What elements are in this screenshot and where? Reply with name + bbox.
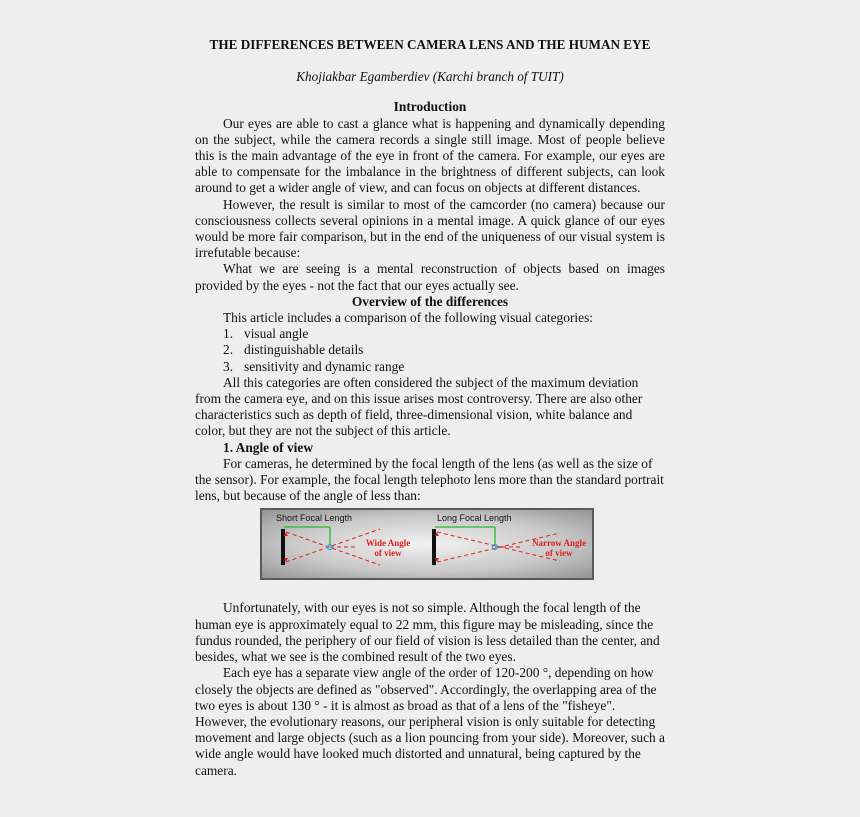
section-heading-overview: Overview of the differences — [351, 293, 509, 309]
angle-paragraph-3: Each eye has a separate view angle of the order of 120-200 °, depending on how closely the objects are defined as "observed". Accordingly, the overlapping area of the two eyes is about 130 ° - it is almost as broad as that of a lens of the "fisheye". However, the evolutionary reasons, our peripheral vision is only suitable for detecting movement and large objects (such as a lion pouncing from your side). Moreover, such a wide angle would have looked much distorted and unnatural, being captured by the camera. — [195, 665, 665, 778]
document-title: THE DIFFERENCES BETWEEN CAMERA LENS AND THE HUMAN EYE — [209, 37, 651, 52]
list-item-text: visual angle — [244, 326, 309, 342]
focal-length-diagram — [260, 508, 594, 580]
section-heading-introduction: Introduction — [393, 99, 467, 115]
document-author: Khojiakbar Egamberdiev (Karchi branch of TUIT) — [296, 69, 564, 85]
intro-paragraph-3: What we are seeing is a mental reconstruction of objects based on images provided by the eyes - not the fact that our eyes actually see. — [195, 261, 665, 293]
list-item-number: 2. — [223, 342, 234, 358]
list-item — [195, 342, 665, 358]
document-body — [195, 37, 665, 779]
list-item-text: sensitivity and dynamic range — [244, 358, 405, 374]
angle-paragraph-1: For cameras, he determined by the focal length of the lens (as well as the size of the sensor). For example, the focal length telephoto lens more than the standard portrait lens, but because of the angle of less than: — [195, 455, 664, 504]
left-sensor — [281, 529, 285, 565]
intro-paragraph-1: Our eyes are able to cast a glance what is happening and dynamically depending on the subject, while the camera records a single still image. Most of people believe this is the main advantage of the eye in front of the camera. For example, our eyes are able to compensate for the imbalance in the brightness of different subjects, can look around to get a wider angle of view, and can focus on objects at different distances. — [195, 115, 665, 196]
category-list — [195, 326, 665, 375]
focal-length-figure — [260, 508, 594, 580]
list-item-text: distinguishable details — [244, 342, 364, 358]
right-panel-label: Long Focal Length — [437, 513, 512, 524]
subsection-heading-angle-of-view: 1. Angle of view — [223, 439, 314, 455]
overview-intro: This article includes a comparison of the following visual categories: — [223, 310, 593, 326]
left-angle-label-line1: Wide Angle — [365, 538, 411, 549]
list-item — [195, 359, 665, 375]
left-angle-label-line2: of view — [374, 548, 402, 559]
right-angle-label-line1: Narrow Angle — [531, 538, 587, 549]
angle-paragraph-2: Unfortunately, with our eyes is not so simple. Although the focal length of the human eye is approximately equal to 22 mm, this figure may be misleading, since the fundus rounded, the periphery of our field of vision is less detailed than the center, and besides, what we see is the combined result of the two eyes. — [195, 600, 660, 665]
right-angle-label-line2: of view — [545, 548, 573, 559]
intro-paragraph-2: However, the result is similar to most of the camcorder (no camera) because our consciousness collects several opinions in a mental image. A quick glance of our eyes would be more fair comparison, but in the end of the uniqueness of our visual system is irrefutable because: — [195, 196, 665, 261]
left-panel-label: Short Focal Length — [276, 513, 353, 524]
overview-paragraph: All this categories are often considered the subject of the maximum deviation from the camera eye, and on this issue arises most controversy. There are also other characteristics such as depth of field, three-dimensional vision, white balance and color, but they are not the subject of this article. — [195, 374, 643, 439]
right-sensor — [432, 529, 436, 565]
list-item-number: 3. — [223, 358, 234, 374]
list-item-number: 1. — [223, 326, 234, 342]
list-item — [195, 326, 665, 342]
